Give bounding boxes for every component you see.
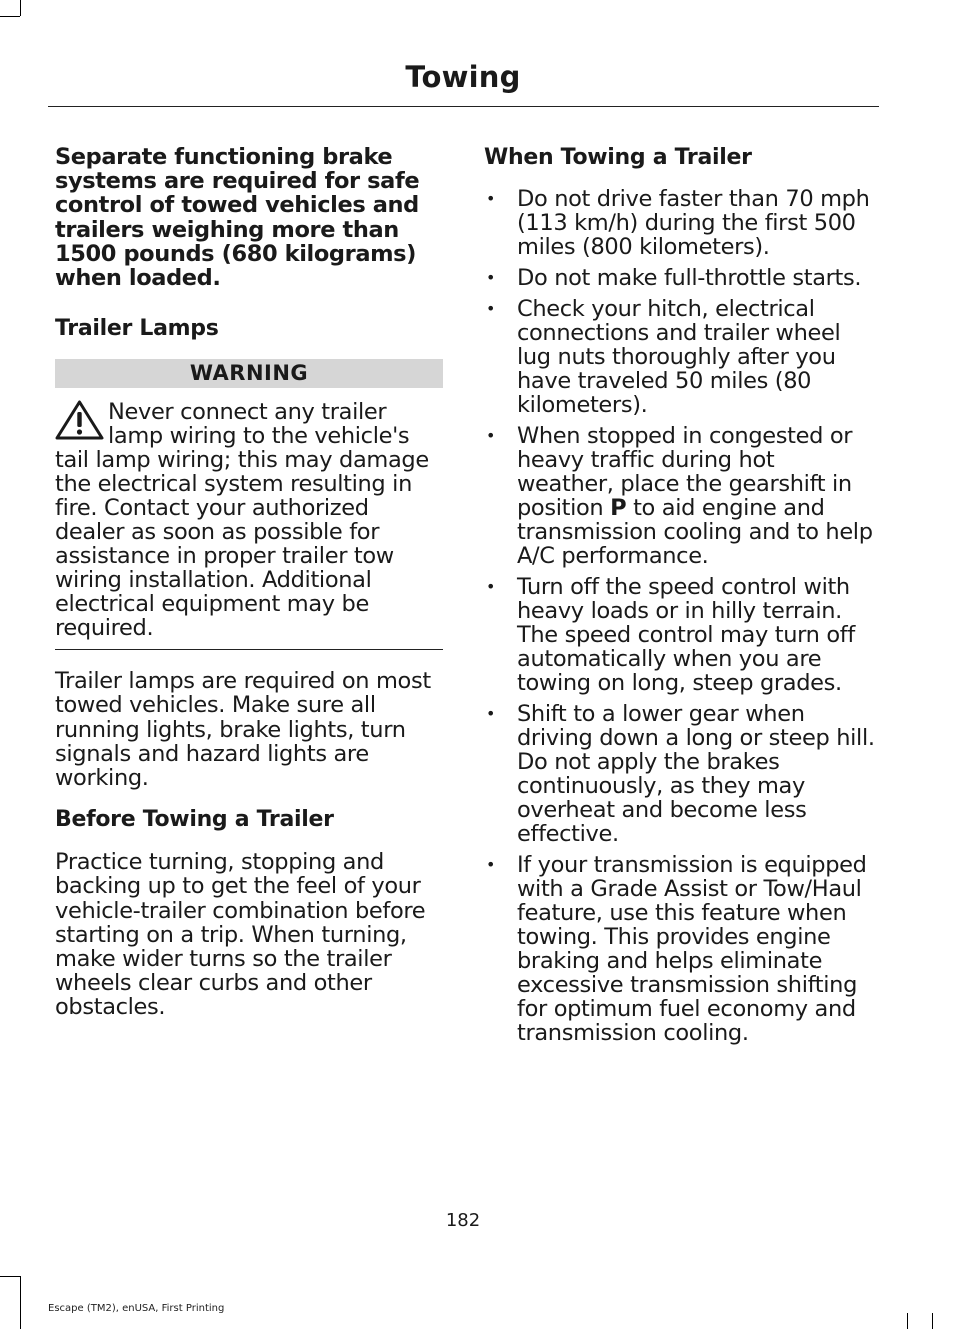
trailer-lamps-heading: Trailer Lamps (55, 316, 219, 342)
title-divider (48, 106, 879, 107)
crop-mark (0, 1276, 20, 1277)
warning-text (55, 400, 443, 640)
trailer-lamps-paragraph: Trailer lamps are required on most towed vehicles. Make sure all running lights, brake lights, turn signals and hazard lights are working. (55, 668, 431, 792)
list-item: • Do not make full-throttle starts. (486, 265, 862, 291)
list-item: • When stopped in congested or heavy traffic during hot weather, place the gearshift in position P to aid engine and transmission cooling and to help A/C performance. (486, 423, 873, 569)
crop-mark (0, 16, 20, 17)
crop-mark (932, 1313, 933, 1329)
bullet-marker: • (486, 299, 496, 318)
bullet-marker: • (486, 704, 496, 723)
footer-text: Escape (TM2), enUSA, First Printing (48, 1303, 225, 1314)
crop-mark (20, 1276, 21, 1329)
right-column (484, 145, 876, 1052)
warning-triangle-icon (55, 400, 104, 440)
page-title: Towing (405, 60, 521, 94)
list-item: • Check your hitch, electrical connections and trailer wheel lug nuts thoroughly after you have traveled 50 miles (80 kilometers). (486, 296, 841, 418)
gear-position-p: P (610, 495, 627, 521)
bullet-marker: • (486, 189, 496, 208)
list-item: • If your transmission is equipped with a Grade Assist or Tow/Haul feature, use this feature when towing. This provides engine braking and helps eliminate excessive transmission shifting for optimum fuel economy and transmission cooling. (486, 852, 867, 1046)
warning-body (55, 400, 443, 640)
warning-line-1: Never connect any trailer (108, 399, 387, 426)
warning-box (55, 359, 443, 650)
bullet-marker: • (486, 268, 496, 287)
page-number: 182 (445, 1210, 481, 1231)
bullet-marker: • (486, 855, 496, 874)
list-item: • Do not drive faster than 70 mph (113 km/h) during the first 500 miles (800 kilometers). (486, 186, 870, 260)
towing-tips-list (484, 187, 876, 1045)
list-item: • Shift to a lower gear when driving down a long or steep hill. Do not apply the brakes continuously, as they may overheat and become less effective. (486, 701, 875, 847)
warning-line-2: lamp wiring to the vehicle's (108, 423, 410, 450)
bullet-marker: • (486, 426, 496, 445)
brake-systems-note: Separate functioning brake systems are required for safe control of towed vehicles and trailers weighing more than 1500 pounds (680 kilograms) when loaded. (55, 144, 420, 292)
when-towing-heading: When Towing a Trailer (484, 145, 752, 170)
list-item: • Turn off the speed control with heavy loads or in hilly terrain. The speed control may turn off automatically when you are towing on long, steep grades. (486, 574, 855, 696)
before-towing-heading: Before Towing a Trailer (55, 807, 334, 833)
crop-mark (907, 1313, 908, 1329)
left-column (55, 145, 443, 1020)
warning-label: WARNING (55, 359, 443, 388)
warning-text-rest: tail lamp wiring; this may damage the electrical system resulting in fire. Contact your authorized dealer as soon as possible for assistance in proper trailer tow wiring installation. Additional electrical equipment may be required. (55, 447, 429, 642)
crop-mark (20, 0, 21, 16)
bullet-marker: • (486, 577, 496, 596)
warning-bottom-rule (55, 649, 443, 650)
before-towing-paragraph: Practice turning, stopping and backing up to get the feel of your vehicle-trailer combination before starting on a trip. When turning, make wider turns so the trailer wheels clear curbs and other obstacles. (55, 849, 426, 1021)
